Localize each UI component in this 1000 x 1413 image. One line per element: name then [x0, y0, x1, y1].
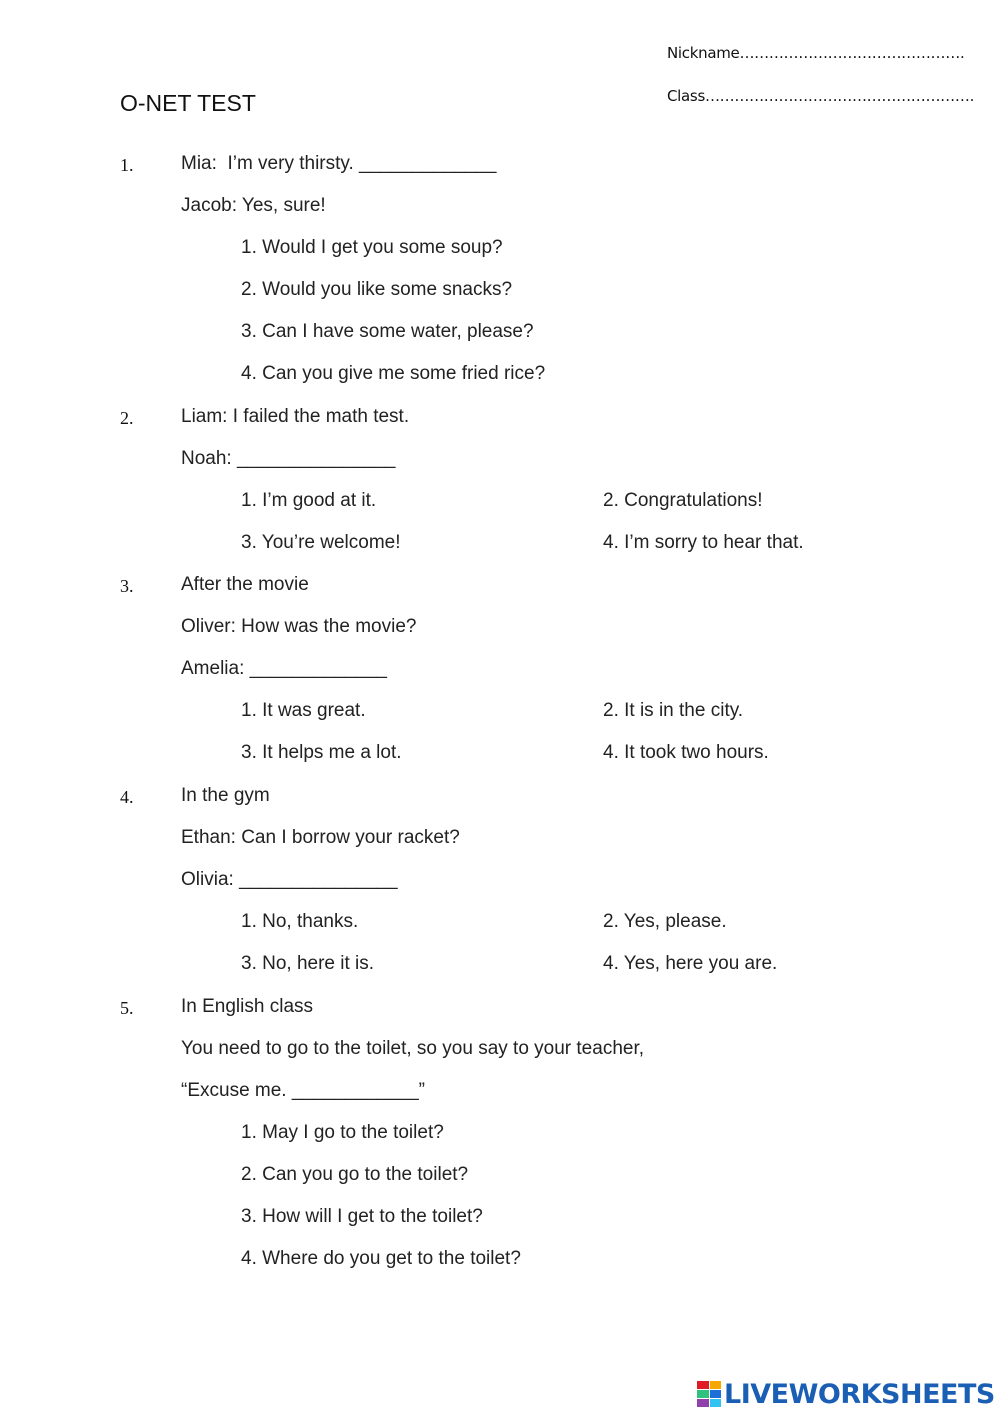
question-3-option-3: 3. It helps me a lot. — [241, 742, 402, 763]
logo-text: LIVEWORKSHEETS — [724, 1378, 995, 1410]
logo-block — [697, 1390, 709, 1398]
question-1-number: 1. — [120, 155, 134, 175]
question-4-line-1: In the gym — [181, 785, 270, 806]
question-3-line-2: Oliver: How was the movie? — [181, 616, 417, 637]
class-field: Class………………………………………………. — [667, 87, 975, 105]
question-5-line-2: You need to go to the toilet, so you say to your teacher, — [181, 1038, 645, 1059]
logo-block — [697, 1399, 709, 1407]
liveworksheets-logo[interactable] — [697, 1378, 995, 1410]
question-3-line-1: After the movie — [181, 574, 309, 595]
question-5-line-1: In English class — [181, 996, 314, 1017]
question-4-option-1: 1. No, thanks. — [241, 911, 359, 932]
question-5-option-3: 3. How will I get to the toilet? — [241, 1206, 483, 1227]
question-1-line-1: Mia: I’m very thirsty. _____________ — [181, 153, 497, 174]
question-1-option-2: 2. Would you like some snacks? — [241, 279, 513, 300]
question-1-option-3: 3. Can I have some water, please? — [241, 321, 534, 342]
question-4-option-3: 3. No, here it is. — [241, 953, 375, 974]
question-1-line-2: Jacob: Yes, sure! — [181, 195, 326, 216]
logo-block — [697, 1381, 709, 1389]
question-5-option-4: 4. Where do you get to the toilet? — [241, 1248, 521, 1269]
liveworksheets-logo-icon — [697, 1381, 721, 1407]
question-1-option-4: 4. Can you give me some fried rice? — [241, 363, 546, 384]
question-3-option-2: 2. It is in the city. — [603, 700, 744, 721]
logo-block — [710, 1399, 722, 1407]
logo-block — [710, 1390, 722, 1398]
question-3-number: 3. — [120, 576, 134, 596]
question-2-line-1: Liam: I failed the math test. — [181, 406, 410, 427]
logo-block — [710, 1381, 722, 1389]
question-2-option-1: 1. I’m good at it. — [241, 490, 377, 511]
question-1-option-1: 1. Would I get you some soup? — [241, 237, 503, 258]
question-2-option-4: 4. I’m sorry to hear that. — [603, 532, 804, 553]
question-5-number: 5. — [120, 998, 134, 1018]
question-3-option-4: 4. It took two hours. — [603, 742, 769, 763]
page-title: O-NET TEST — [120, 90, 256, 116]
question-3-option-1: 1. It was great. — [241, 700, 366, 721]
question-5-option-1: 1. May I go to the toilet? — [241, 1122, 444, 1143]
question-5-line-3: “Excuse me. ____________” — [181, 1080, 425, 1101]
question-4-option-2: 2. Yes, please. — [603, 911, 727, 932]
question-4-option-4: 4. Yes, here you are. — [603, 953, 778, 974]
question-2-line-2: Noah: _______________ — [181, 448, 396, 469]
question-4-number: 4. — [120, 787, 134, 807]
question-5-option-2: 2. Can you go to the toilet? — [241, 1164, 469, 1185]
question-2-option-3: 3. You’re welcome! — [241, 532, 401, 553]
question-4-line-2: Ethan: Can I borrow your racket? — [181, 827, 460, 848]
nickname-field: Nickname………………………………………. — [667, 44, 965, 62]
question-2-number: 2. — [120, 408, 134, 428]
question-4-line-3: Olivia: _______________ — [181, 869, 398, 890]
question-2-option-2: 2. Congratulations! — [603, 490, 763, 511]
question-3-line-3: Amelia: _____________ — [181, 658, 388, 679]
